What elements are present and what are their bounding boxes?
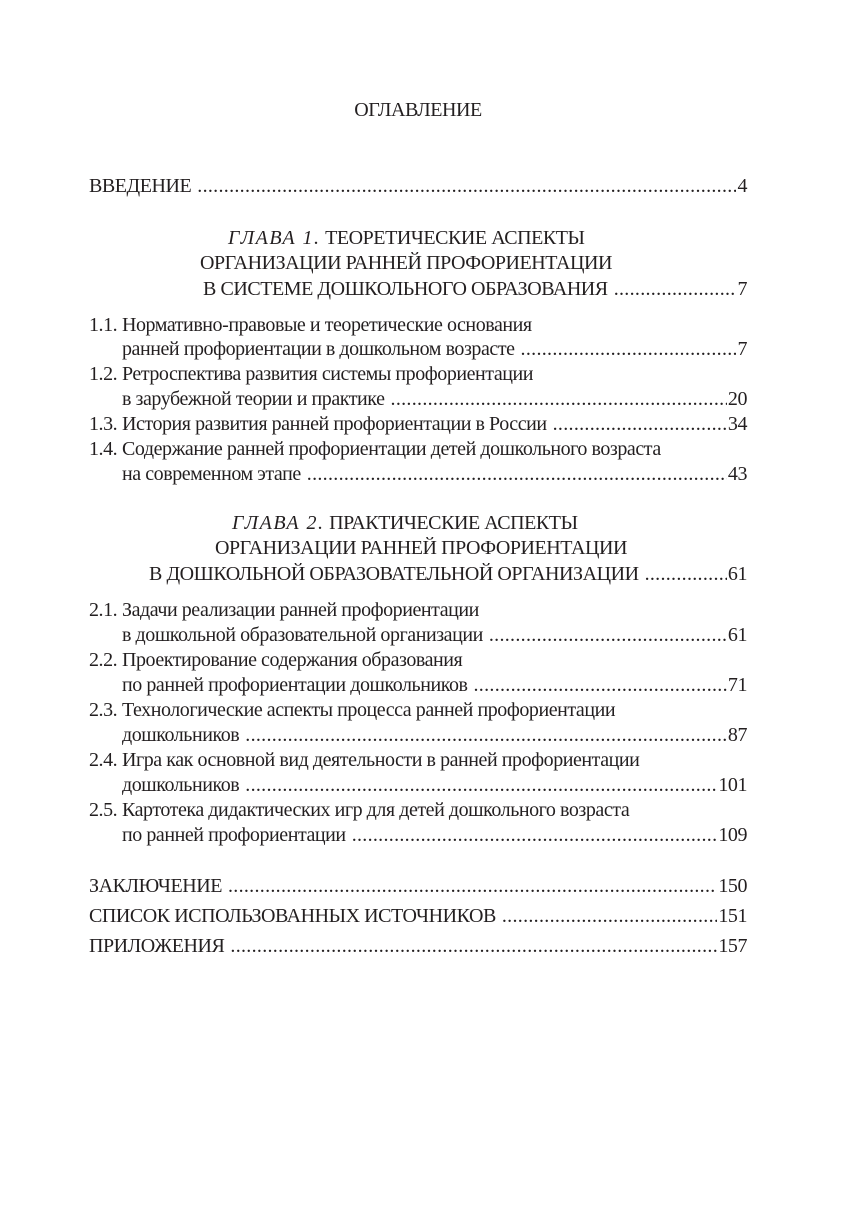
entry-label: Игра как основной вид деятельности в ранней профориентации [122,749,640,771]
section-number: 1.4. [89,438,118,460]
entry-label: ПРИЛОЖЕНИЯ [89,935,225,957]
toc-entry-1-3[interactable] [89,412,747,437]
toc-entry-chapter-2[interactable] [149,562,747,587]
dot-leader [502,904,717,929]
entry-label: Нормативно-правовые и теоретические основания [122,314,532,336]
toc-entry-appendices[interactable] [89,934,747,959]
entry-page: 61 [727,563,747,585]
entry-page: 101 [718,774,747,796]
entry-page: 157 [718,935,747,957]
chapter-1-heading-line1 [228,226,728,251]
toc-entry-1-2-cont[interactable] [122,387,747,412]
entry-label: дошкольников [122,724,240,746]
dot-leader [521,337,737,362]
dot-leader [307,462,727,487]
dot-leader [391,387,727,412]
entry-page: 7 [737,338,747,360]
section-number: 2.1. [89,599,118,621]
toc-entry-chapter-1[interactable] [203,277,747,302]
entry-page: 109 [718,824,747,846]
dot-leader [489,623,727,648]
entry-label: ВВЕДЕНИЕ [89,175,192,197]
entry-page: 20 [727,388,747,410]
chapter-title: ПРАКТИЧЕСКИЕ АСПЕКТЫ [329,512,578,534]
entry-label: В ДОШКОЛЬНОЙ ОБРАЗОВАТЕЛЬНОЙ ОРГАНИЗАЦИИ [149,563,639,585]
chapter-prefix: ГЛАВА 1. [228,227,321,249]
section-number: 2.5. [89,799,118,821]
dot-leader [230,934,717,959]
dot-leader [197,174,736,199]
entry-label: СПИСОК ИСПОЛЬЗОВАННЫХ ИСТОЧНИКОВ [89,905,496,927]
dot-leader [474,673,727,698]
chapter-2-heading-line1 [232,511,732,536]
toc-entry-2-3-cont[interactable] [122,723,747,748]
toc-entry-1-2[interactable] [89,362,747,387]
entry-page: 4 [737,175,747,197]
chapter-title: ТЕОРЕТИЧЕСКИЕ АСПЕКТЫ [325,227,585,249]
entry-page: 61 [727,624,747,646]
section-number: 1.2. [89,363,118,385]
entry-page: 151 [718,905,747,927]
dot-leader [614,277,737,302]
toc-entry-1-1[interactable] [89,313,747,338]
entry-label: по ранней профориентации [122,824,346,846]
toc-entry-1-1-cont[interactable] [122,337,747,362]
toc-entry-1-4[interactable] [89,437,747,462]
section-number: 2.2. [89,649,118,671]
section-number: 1.1. [89,314,118,336]
toc-entry-2-3[interactable] [89,698,747,723]
entry-page: 34 [727,413,747,435]
section-number: 2.3. [89,699,118,721]
toc-entry-1-4-cont[interactable] [122,462,747,487]
entry-label: на современном этапе [122,463,301,485]
chapter-2-heading-line2: ОРГАНИЗАЦИИ РАННЕЙ ПРОФОРИЕНТАЦИИ [215,537,627,559]
toc-entry-2-2-cont[interactable] [122,673,747,698]
dot-leader [228,874,717,899]
entry-label: Ретроспектива развития системы профориентации [122,363,534,385]
entry-page: 150 [718,875,747,897]
entry-label: В СИСТЕМЕ ДОШКОЛЬНОГО ОБРАЗОВАНИЯ [203,278,608,300]
entry-label: дошкольников [122,774,240,796]
toc-entry-2-2[interactable] [89,648,747,673]
dot-leader [645,562,727,587]
dot-leader [352,823,718,848]
chapter-prefix: ГЛАВА 2. [232,512,325,534]
entry-page: 87 [727,724,747,746]
entry-page: 71 [727,674,747,696]
entry-label: Содержание ранней профориентации детей дошкольного возраста [122,438,661,460]
toc-entry-2-5[interactable] [89,798,747,823]
entry-page: 43 [727,463,747,485]
dot-leader [245,723,727,748]
page-title: ОГЛАВЛЕНИЕ [354,99,482,121]
chapter-1-heading-line2: ОРГАНИЗАЦИИ РАННЕЙ ПРОФОРИЕНТАЦИИ [200,252,612,274]
dot-leader [245,773,717,798]
toc-entry-2-1-cont[interactable] [122,623,747,648]
toc-entry-2-4-cont[interactable] [122,773,747,798]
toc-entry-conclusion[interactable] [89,874,747,899]
entry-label: Задачи реализации ранней профориентации [122,599,479,621]
section-number: 1.3. [89,413,118,435]
toc-entry-2-4[interactable] [89,748,747,773]
entry-label: в зарубежной теории и практике [122,388,385,410]
entry-page: 7 [737,278,747,300]
entry-label: ЗАКЛЮЧЕНИЕ [89,875,222,897]
entry-label: Проектирование содержания образования [122,649,463,671]
entry-label: ранней профориентации в дошкольном возрасте [122,338,515,360]
toc-entry-intro[interactable] [89,174,747,199]
entry-label: по ранней профориентации дошкольников [122,674,468,696]
section-number: 2.4. [89,749,118,771]
dot-leader [553,412,727,437]
toc-entry-2-1[interactable] [89,598,747,623]
entry-label: Картотека дидактических игр для детей дошкольного возраста [122,799,630,821]
entry-label: История развития ранней профориентации в России [122,413,547,435]
entry-label: Технологические аспекты процесса ранней профориентации [122,699,616,721]
entry-label: в дошкольной образовательной организации [122,624,483,646]
toc-entry-references[interactable] [89,904,747,929]
toc-entry-2-5-cont[interactable] [122,823,747,848]
